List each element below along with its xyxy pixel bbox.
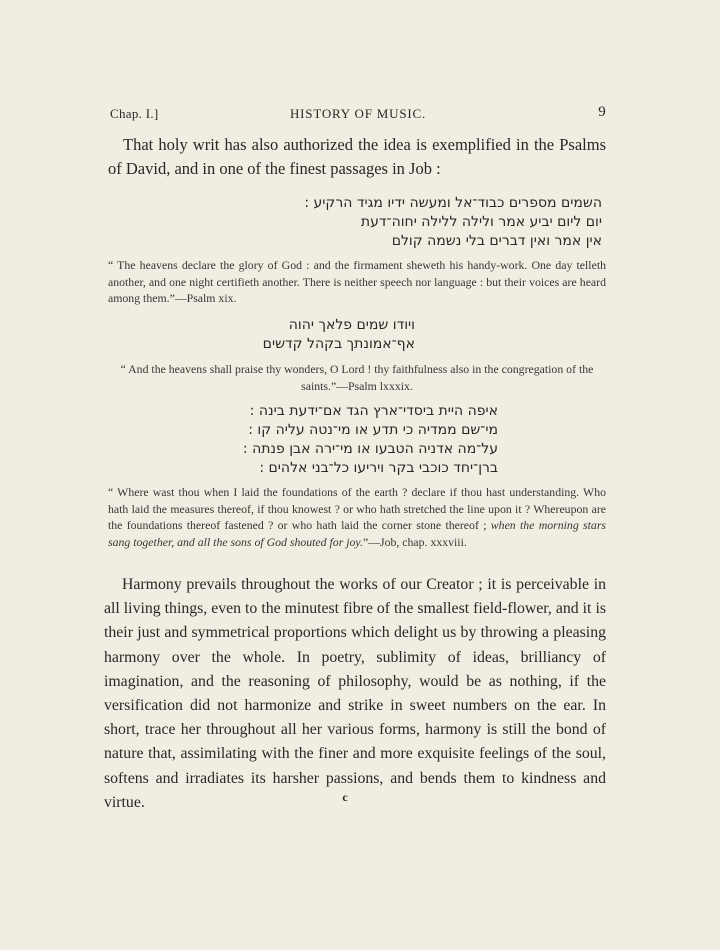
translation-job-38 [108,484,606,550]
hebrew-line: אין אמר ואין דברים בלי נשמה קולם [391,233,602,249]
page-number: 9 [598,104,606,120]
quote-italic-text: when the morning stars sang together, and all the sons of God shouted for joy. [108,518,606,549]
hebrew-verse-job-38 [243,402,498,478]
book-title: HISTORY OF MUSIC. [289,106,427,121]
translation-psalm-89: “ And the heavens shall praise thy wonders, O Lord ! thy faithfulness also in the congregation of the saints.”—Psalm lxxxix. [120,362,594,393]
intro-paragraph: That holy writ has also authorized the idea is exemplified in the Psalms of David, and in one of the finest passages in Job : [108,135,606,178]
hebrew-verse-psalm-89 [263,316,415,354]
quote-citation: ”—Job, chap. xxxviii. [362,534,467,549]
body-text: Harmony prevails throughout the works of our Creator ; it is perceivable in all living things, even to the minutest fibre of the smallest field-flower, and it is their just and symmetrical proportions which delight us by throwing a pleasing harmony over the whole. In poetry, sublimity of ideas, brilliancy of imagination, and the reasoning of philosophy, would be as nothing, if the versification did not harmonize and strike in sweet numbers on the ear. In short, trace her throughout all her various forms, harmony is still the bond of nature that, assimilating with the finer and more exquisite feelings of the soul, softens and irradiates its harsher passions, and bends them to kindness and virtue. [104,576,606,811]
hebrew-line: ברן־יחד כוכבי בקר ויריעו כל־בני אלהים : [259,460,498,476]
chapter-label: Chap. I.] [110,106,159,121]
hebrew-line: מי־שם ממדיה כי תדע או מי־נטה עליה קו : [248,422,498,438]
translation-psalm-19: “ The heavens declare the glory of God : and the firmament sheweth his handy-work. One day telleth another, and one night certifieth another. There is neither speech nor language : but their voices are heard among them.”—Psalm xix. [108,258,606,305]
hebrew-line: יום ליום יביע אמר ולילה ללילה יחוה־דעת [360,214,602,230]
hebrew-line: אף־אמונתך בקהל קדשים [262,336,415,352]
hebrew-line: ויודו שמים פלאך יהוה [288,317,415,333]
hebrew-verse-psalm-19 [304,194,602,251]
hebrew-line: על־מה אדניה הטבעו או מי־ירה אבן פנתה : [242,441,498,457]
quote-text: “ Where wast thou when I laid the foundations of the earth ? declare if thou hast understanding. Who hath laid the measures thereof, if thou knowest ? or who hath stretched the line upon it ? Whereupon are the foundations thereof fastened ? or who hath laid the corner stone thereof ; [108,485,606,532]
body-paragraph [104,573,606,815]
signature-mark: c [342,790,348,804]
hebrew-line: איפה היית ביסדי־ארץ הגד אם־ידעת בינה : [249,403,498,419]
hebrew-line: השמים מספרים כבוד־אל ומעשה ידיו מגיד הרקיע : [304,195,602,211]
